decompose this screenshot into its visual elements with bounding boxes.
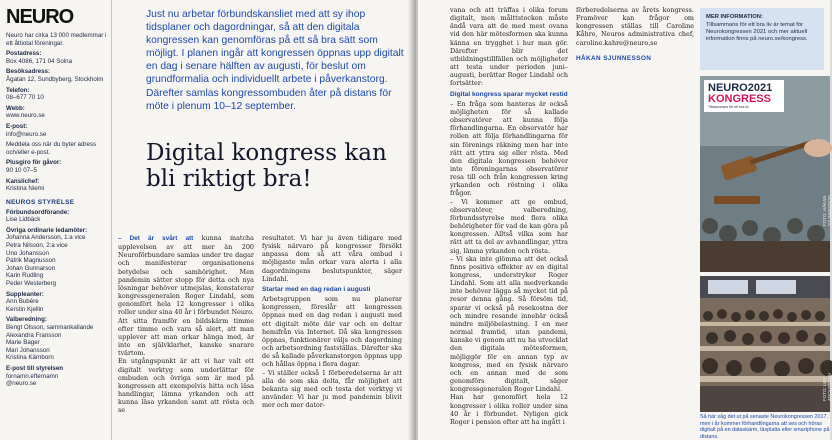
board-members: Lise Lidbäck — [6, 216, 41, 224]
author-byline: HÅKAN SJUNNESSON — [576, 54, 652, 62]
contact-value: 08–677 70 10 — [6, 94, 44, 102]
board-members: Ann Bubère Kerstin Kjellin — [6, 298, 44, 313]
contact-head: Telefon: — [6, 86, 30, 94]
board-members: Johanna Andersson, 1:a vice Petra Nilsson, 2:a vice Uno Johansson Patrik Magnusson Johan Gunnarson Karin Rudling Peder Westerberg — [6, 234, 86, 288]
section-subhead: Startar med en dag redan i augusti — [262, 285, 371, 293]
contact-value: 90 10 07–5 — [6, 166, 37, 174]
contact-value: www.neuro.se — [6, 112, 45, 120]
contact-value: Box 4086, 171 04 Solna — [6, 57, 73, 65]
congress-audience-photo — [700, 276, 830, 412]
article-lead: Just nu arbetar förbundskansliet med att sy ihop tidsplaner och dagordningar, så att den digitala kongressen kan genomföras på ett så bra sätt som möjligt. I planen ingår att kongressen öppnas upp digitalt en dag i senare hälften av augusti, för beslut om grundformalia och individuellt arbete i påverkanstorg. Därefter samlas kongressombuden åter på distans för möte i plenum 10–12 september. — [146, 9, 404, 112]
neuro-logo: NEURO — [6, 6, 74, 28]
contact-head: Kanslichef: — [6, 177, 40, 185]
column-text: – En fråga som hanteras är också möjligheten för så kallade observatörer att kunna följa förhandlingarna. En observatör har rollen att följa förhandlingarna för sin förenings räkning men har inte rätt att yttra sig eller rösta. Med den digitala kongressen behöver inte föreningarnas observatörer resa till och från kongressen kring yrkanden och röstning i olika frågor. – Vi kommer att ge ombud, observatörer, valberedning, förbundsstyrelse med flera olika behörigheter för vad de kan göra på kongressen. Alltså vilka som har rätt att ta del av avhandlingar, yttra sig, lämna yrkanden och rösta. – Vi ska inte glömma att det också finns positiva effekter av en digital kongress, understryker Roger Lindahl. Som att alla medverkande inte behöver lägga så mycket tid på resor denna gång. Så försöm tid, sparar vi också på resekostna der och mindre resande innebär också mindre miljöbelastning. I en mer normal framtid, utan pandemi, kanske vi genom att nu ha utvecklat den digitala mötesformen, möjliggör för en annan typ av kongress, med en fysisk närvaro och en annan med de som genomförs digitalt, säger kongressgeneralen Roger Lindahl. Han har genomfört hela 12 kongresser i olika roller under sina 40 år i förbundet. Nyligen gick Roger i pension efter att ha ingått i — [450, 99, 568, 426]
congress-logo — [704, 80, 784, 112]
contact-value: Kristina Niemi — [6, 185, 45, 193]
contact-head: Postadress: — [6, 50, 42, 58]
org-intro: Neuro har cirka 13 000 medlemmar i ett åttiotal föreningar. — [6, 32, 107, 47]
article-column-3 — [450, 6, 568, 440]
article-headline: Digital kongress kan bli riktigt bra! — [146, 140, 387, 192]
column-text: vana och att träffas i olika forum digitalt, men målttstocken måste ändå vara att de med mest ovana vid den här mötesformen ska kunna känna en trygghet i hur man gör. Därefter blir det utbildningstillfällen och möjligheter att testa under perioden juni–augusti, berättar Roger Lindahl och fortsätter: — [450, 6, 568, 88]
logo-line-2: KONGRESS — [708, 93, 771, 105]
board-role: Suppleanter: — [6, 290, 44, 298]
board-role: Övriga ordinarie ledamöter: — [6, 226, 88, 234]
contact-value: Ågatan 12, Sundbyberg, Stockholm — [6, 75, 104, 83]
address-change-note: Meddela oss när du byter adress och/eller e-post. — [6, 141, 97, 156]
board-role: E-post till styrelsen — [6, 364, 64, 372]
board-section-title: NEUROS STYRELSE — [6, 198, 75, 206]
article-column-1 — [118, 234, 254, 440]
contact-head: E-post: — [6, 122, 28, 130]
column-text: resultatet. Vi har ju även tidigare med fysisk närvaro på kongresser försökt anpassa dem så att våra ombud i möjligaste mån orkar vara alerta i alla dagordningens beslutspunkter, säger Lindahl. — [262, 234, 402, 283]
info-box — [700, 8, 824, 70]
photo-credit: FOTO: LEIF ADOLFSSON — [822, 373, 832, 401]
column-text: kunna matcha upplevelsen av att mer än 200 Neuroförbundare samlas under tre dagar och manifesterar organisationens betydelse och samhörighet. Men pandemin sätter stopp för detta och nya lösningar behöver utmejslas, konstaterar kongressgeneralen Roger Lindahl, som genomfört hela 12 kongresser i olika roller under sina 40 år i förbundet Neuro. Att sitta framför en bildskärm timme efter timme och vara så alert, att man upplever att man orkar hänga med, är inte en självklarhet, kanske snarare tvärtom. En utgångspunkt är att vi har valt ett digitalt verktyg som underlättar för ombuden och övriga som är med på kongressen att exempelvis hitta och läsa handlingar, lämna yrkanden och att kunna läsa yrkanden samt att rösta och se — [118, 234, 254, 415]
right-page — [418, 0, 830, 440]
board-list — [6, 209, 107, 388]
contact-head: Besöksadress: — [6, 68, 51, 76]
board-members: Bengt Olsson, sammankallande Alexandra Fransson Marie Bager Mari Johansson Kristina Kärnborn — [6, 324, 94, 362]
contact-value: info@neuro.se — [6, 130, 47, 138]
contact-fields — [6, 50, 107, 193]
photo-caption: Så här såg det ut på senaste Neurokongressen 2017, men i år kommer förhandlingarna att ses och höras digitalt på en dataskärm, läsplatta eller smartphone på distans. — [700, 414, 830, 440]
contact-head: Plusgiro för gåvor: — [6, 159, 62, 167]
contact-head: Webb: — [6, 104, 25, 112]
lead-in: – Det är svårt att — [118, 235, 194, 242]
article-column-2 — [262, 234, 402, 440]
board-role: Förbundsordförande: — [6, 208, 70, 216]
board-members: fornamn.efternamn @neuro.se — [6, 372, 59, 388]
board-role: Valberedning: — [6, 316, 47, 324]
column-text: förberedelserna av årets kongress. Framöver kan frågor om kongressen ställas till Caroline Kåhre, Neuros administrativa chef, caroline.kahre@neuro.se — [576, 6, 694, 47]
photo-credit: FOTO: HÅKAN SJUNNESSON — [822, 195, 832, 226]
left-page — [0, 0, 412, 440]
column-text: Arbetsgruppen som nu planerar kongressen, föreslår att kongressen öppnas med en dag redan i augusti med ett digitalt möte där var och en deltar hemifrån via Internet. Då ska kongressen öppnas, funktionärer väljs och dagordning och arbetsordning fastställas. Därefter ska de så kallade påverkanstorgen öppnas upp och hållas öppna i flera dagar. – Vi ställer också 1 förberedelserna är att alla de som ska delta, får möjlighet att bekanta sig med och testa det verktyg vi använder. Vi har ju med pandemin blivit mer och mer dator- — [262, 295, 402, 410]
logo-tagline: Tillsammans för ett bra liv — [708, 105, 749, 109]
info-box-title: MER INFORMATION: — [706, 14, 763, 20]
logo-line-1: NEURO2021 — [708, 82, 773, 94]
audience-scene — [700, 276, 830, 412]
masthead-sidebar — [0, 0, 112, 440]
section-subhead: Digital kongress sparar mycket restid — [450, 90, 568, 98]
congress-gavel-photo — [700, 76, 830, 272]
article-column-4 — [576, 6, 694, 63]
info-box-text: Tillsammans för ett bra liv är temat för Neurokongressen 2021 och mer aktuell information finns på neuro.se/kongress. — [706, 22, 808, 42]
